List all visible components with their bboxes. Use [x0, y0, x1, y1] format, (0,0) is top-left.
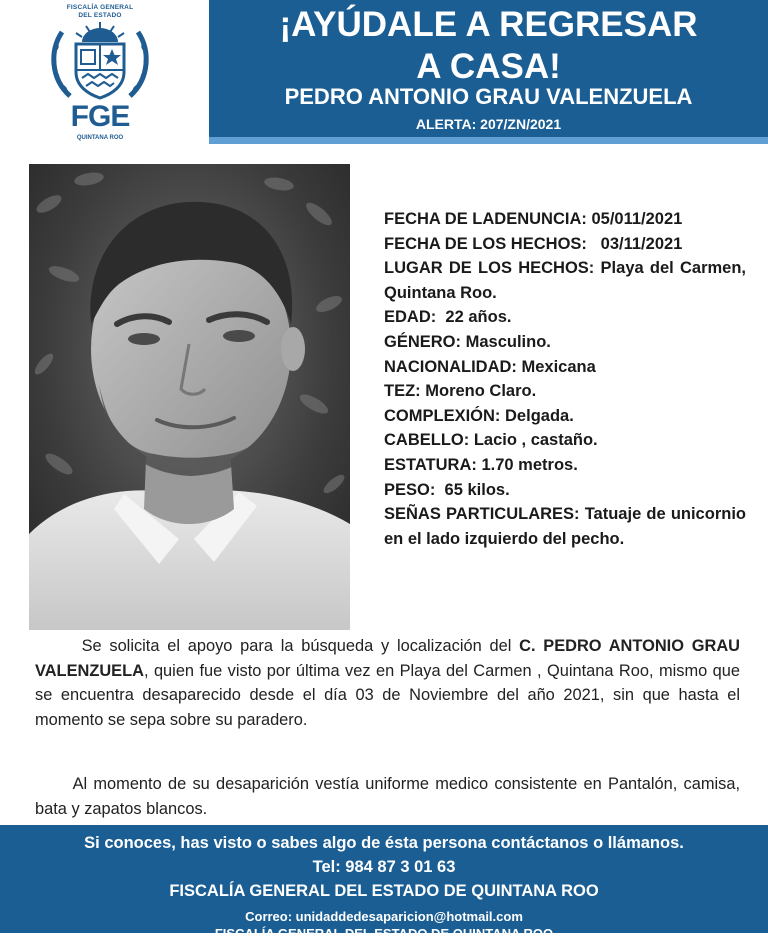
- detail-value: 65 kilos.: [444, 480, 510, 499]
- detail-value: Playa del Carmen, Quintana Roo.: [384, 259, 747, 302]
- logo-state-name: QUINTANA ROO: [76, 135, 124, 141]
- detail-value: Mexicana: [521, 357, 596, 376]
- detail-label: TEZ:: [384, 382, 421, 401]
- header-accent-stripe: [209, 137, 768, 144]
- paragraph-text: , quien fue visto por última vez en Playa del Carmen , Quintana Roo, mismo que se encuentra desaparecido desde el día 03 de Noviembre del año 2021, sin que hasta el momento se sepa sobre su paradero.: [35, 661, 740, 729]
- logo-agency-name: FISCALÍA GENERAL DEL ESTADO: [66, 4, 134, 19]
- detail-label: ESTATURA:: [384, 455, 477, 474]
- paragraph-text: Al momento de su desaparición vestía uniforme medico consistente en Pantalón, camisa, bata y zapatos blancos.: [35, 775, 741, 818]
- detail-hair: [384, 428, 746, 453]
- detail-distinguishing-marks: [384, 502, 746, 551]
- detail-label: FECHA DE LADENUNCIA:: [384, 210, 587, 228]
- detail-event-date: [384, 232, 746, 257]
- logo-abbreviation: FGE: [70, 100, 130, 133]
- detail-value: Moreno Claro.: [425, 382, 537, 401]
- detail-gender: [384, 330, 746, 355]
- detail-value: Masculino.: [465, 332, 551, 351]
- detail-label: COMPLEXIÓN:: [384, 406, 501, 425]
- footer-phone: Tel: 984 87 3 01 63: [312, 858, 456, 876]
- detail-nationality: [384, 355, 746, 380]
- person-name-bold: C. PEDRO ANTONIO GRAU VALENZUELA: [35, 637, 740, 680]
- detail-age: [384, 305, 746, 330]
- detail-label: SEÑAS PARTICULARES:: [384, 505, 580, 524]
- search-request-paragraph: [35, 634, 740, 732]
- footer-email: Correo: unidaddedesaparicion@hotmail.com: [245, 909, 523, 924]
- footer-agency: FISCALÍA GENERAL DEL ESTADO DE QUINTANA ROO: [169, 882, 599, 900]
- state-crest-icon: [48, 20, 152, 102]
- alert-code: ALERTA: 207/ZN/2021: [415, 116, 562, 132]
- detail-label: EDAD:: [384, 308, 437, 327]
- detail-label: CABELLO:: [384, 431, 470, 450]
- detail-height: [384, 453, 746, 478]
- footer-agency-repeat: FISCALÍA GENERAL DEL ESTADO DE QUINTANA ROO: [214, 926, 554, 941]
- detail-value: 03/11/2021: [600, 234, 683, 253]
- detail-label: PESO:: [384, 480, 436, 499]
- detail-label: GÉNERO:: [384, 332, 462, 351]
- clothing-paragraph: [35, 772, 740, 821]
- detail-value: Tatuaje de unicornio en el lado izquierdo del pecho.: [384, 505, 746, 548]
- headline-line-1: ¡AYÚDALE A REGRESAR: [279, 5, 698, 44]
- detail-value: 05/011/2021: [591, 210, 683, 228]
- detail-place: [384, 256, 746, 305]
- headline: [212, 4, 765, 88]
- missing-person-name: PEDRO ANTONIO GRAU VALENZUELA: [284, 84, 693, 109]
- paragraph-text: Se solicita el apoyo para la búsqueda y localización del: [81, 637, 520, 655]
- footer-call-to-action: Si conoces, has visto o sabes algo de ésta persona contáctanos o llámanos.: [84, 834, 684, 852]
- headline-line-2: A CASA!: [416, 47, 561, 86]
- person-photo: [29, 164, 350, 630]
- detail-value: 22 años.: [445, 308, 512, 327]
- detail-weight: [384, 478, 746, 503]
- detail-value: 1.70 metros.: [481, 455, 578, 474]
- detail-label: NACIONALIDAD:: [384, 357, 517, 376]
- fge-logo: [40, 2, 160, 144]
- detail-build: [384, 404, 746, 429]
- detail-label: LUGAR DE LOS HECHOS:: [384, 259, 595, 278]
- person-details: [384, 207, 746, 551]
- detail-skin-tone: [384, 379, 746, 404]
- detail-label: FECHA DE LOS HECHOS:: [384, 234, 587, 253]
- detail-value: Lacio , castaño.: [473, 431, 598, 450]
- detail-complaint-date: [384, 207, 746, 232]
- detail-value: Delgada.: [505, 406, 574, 425]
